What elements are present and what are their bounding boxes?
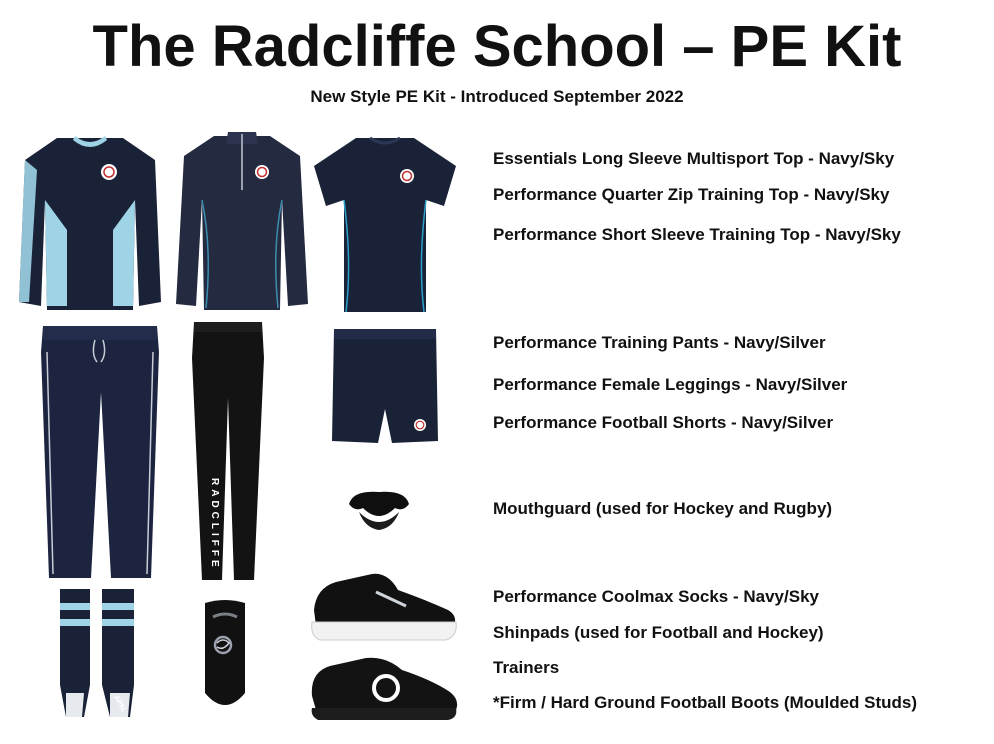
quarter-zip-top-image xyxy=(172,128,312,313)
item-coolmax-socks: Performance Coolmax Socks - Navy/Sky xyxy=(493,587,819,606)
football-shorts-image xyxy=(330,325,440,447)
item-multisport-top: Essentials Long Sleeve Multisport Top - Navy/Sky xyxy=(493,149,895,168)
item-trainers: Trainers xyxy=(493,658,560,677)
item-quarter-zip-top: Performance Quarter Zip Training Top - Navy/Sky xyxy=(493,185,890,204)
item-short-sleeve-top: Performance Short Sleeve Training Top - Navy/Sky xyxy=(493,225,901,244)
socks-print-text: APAL xyxy=(112,694,128,715)
item-football-boots: *Firm / Hard Ground Football Boots (Moulded Studs) xyxy=(493,693,918,712)
multisport-top-image xyxy=(15,130,165,315)
short-sleeve-top-image xyxy=(310,132,460,317)
item-training-pants: Performance Training Pants - Navy/Silver xyxy=(493,333,826,352)
mouthguard-image xyxy=(343,484,415,534)
item-shinpads: Shinpads (used for Football and Hockey) xyxy=(493,623,824,642)
item-female-leggings: Performance Female Leggings - Navy/Silver xyxy=(493,375,848,394)
trainers-image xyxy=(306,570,462,644)
page-title: The Radcliffe School – PE Kit xyxy=(92,14,902,79)
leggings-print-text: RADCLIFFE xyxy=(209,478,220,571)
football-boots-image xyxy=(306,652,462,734)
coolmax-socks-image xyxy=(52,585,144,725)
item-mouthguard: Mouthguard (used for Hockey and Rugby) xyxy=(493,499,833,518)
female-leggings-image xyxy=(188,318,268,586)
shinpads-image xyxy=(195,597,255,719)
item-football-shorts: Performance Football Shorts - Navy/Silver xyxy=(493,413,834,432)
training-pants-image xyxy=(35,322,165,584)
page-subtitle: New Style PE Kit - Introduced September 2022 xyxy=(310,87,684,106)
